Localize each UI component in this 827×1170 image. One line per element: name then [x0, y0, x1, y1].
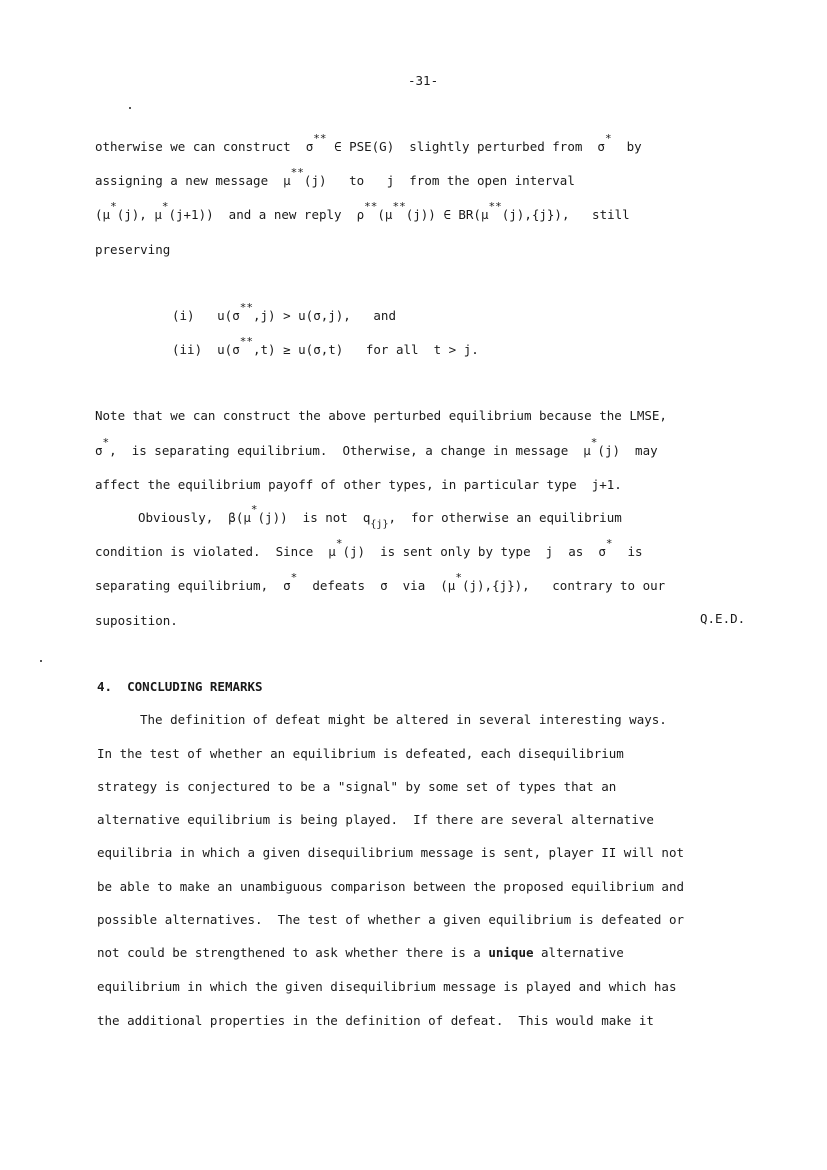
text-line-3: (μ*(j), μ*(j+1)) and a new reply ρ**(μ**(j)) ∈ BR(μ**(j),{j}), still	[95, 200, 630, 222]
paragraph-line: alternative equilibrium is being played. If there are several alternative	[97, 812, 654, 827]
text-line-8: Obviously, β(μ*(j)) is not $q_{\{j\}}$, for otherwise an equilibrium	[138, 503, 622, 530]
text-line-1: otherwise we can construct σ** ∈ PSE(G) slightly perturbed from σ* by	[95, 132, 642, 154]
page-number: -31-	[408, 73, 439, 88]
paragraph-line: equilibrium in which the given disequilibrium message is played and which has	[97, 979, 677, 994]
text-line-2: assigning a new message μ**(j) to j from the open interval	[95, 166, 575, 188]
section-number: 4.	[97, 679, 113, 694]
section-heading	[97, 679, 263, 695]
text-line-6: σ*, is separating equilibrium. Otherwise, a change in message μ*(j) may	[95, 436, 658, 458]
paragraph-line: equilibria in which a given disequilibrium message is sent, player II will not	[97, 845, 684, 860]
qed-mark: Q.E.D.	[700, 611, 746, 626]
paragraph-line: the additional properties in the definition of defeat. This would make it	[97, 1013, 654, 1028]
paragraph-line: In the test of whether an equilibrium is defeated, each disequilibrium	[97, 746, 624, 761]
text-line-11: suposition.	[95, 613, 178, 628]
paragraph-line: The definition of defeat might be altered in several interesting ways.	[140, 712, 667, 727]
paragraph-line: strategy is conjectured to be a "signal" by some set of types that an	[97, 779, 617, 794]
text-line-9: condition is violated. Since μ*(j) is sent only by type j as σ* is	[95, 537, 643, 559]
speck	[40, 660, 42, 662]
text-line-10: separating equilibrium, σ* defeats σ via (μ*(j),{j}), contrary to our	[95, 571, 666, 593]
text-line-7: affect the equilibrium payoff of other types, in particular type j+1.	[95, 477, 622, 492]
paragraph-line: be able to make an unambiguous comparison between the proposed equilibrium and	[97, 879, 684, 894]
section-title: CONCLUDING REMARKS	[127, 679, 263, 694]
condition-item-1: (i) u(σ**,j) > u(σ,j), and	[172, 301, 396, 323]
speck	[129, 107, 131, 109]
emphasis-unique: unique	[488, 945, 534, 960]
condition-item-2: (ii) u(σ**,t) ≥ u(σ,t) for all t > j.	[172, 335, 479, 357]
text-line-4: preserving	[95, 242, 171, 257]
paragraph-line: not could be strengthened to ask whether there is a unique alternative	[97, 945, 624, 960]
paragraph-line: possible alternatives. The test of whether a given equilibrium is defeated or	[97, 912, 684, 927]
text-line-5: Note that we can construct the above perturbed equilibrium because the LMSE,	[95, 408, 667, 423]
